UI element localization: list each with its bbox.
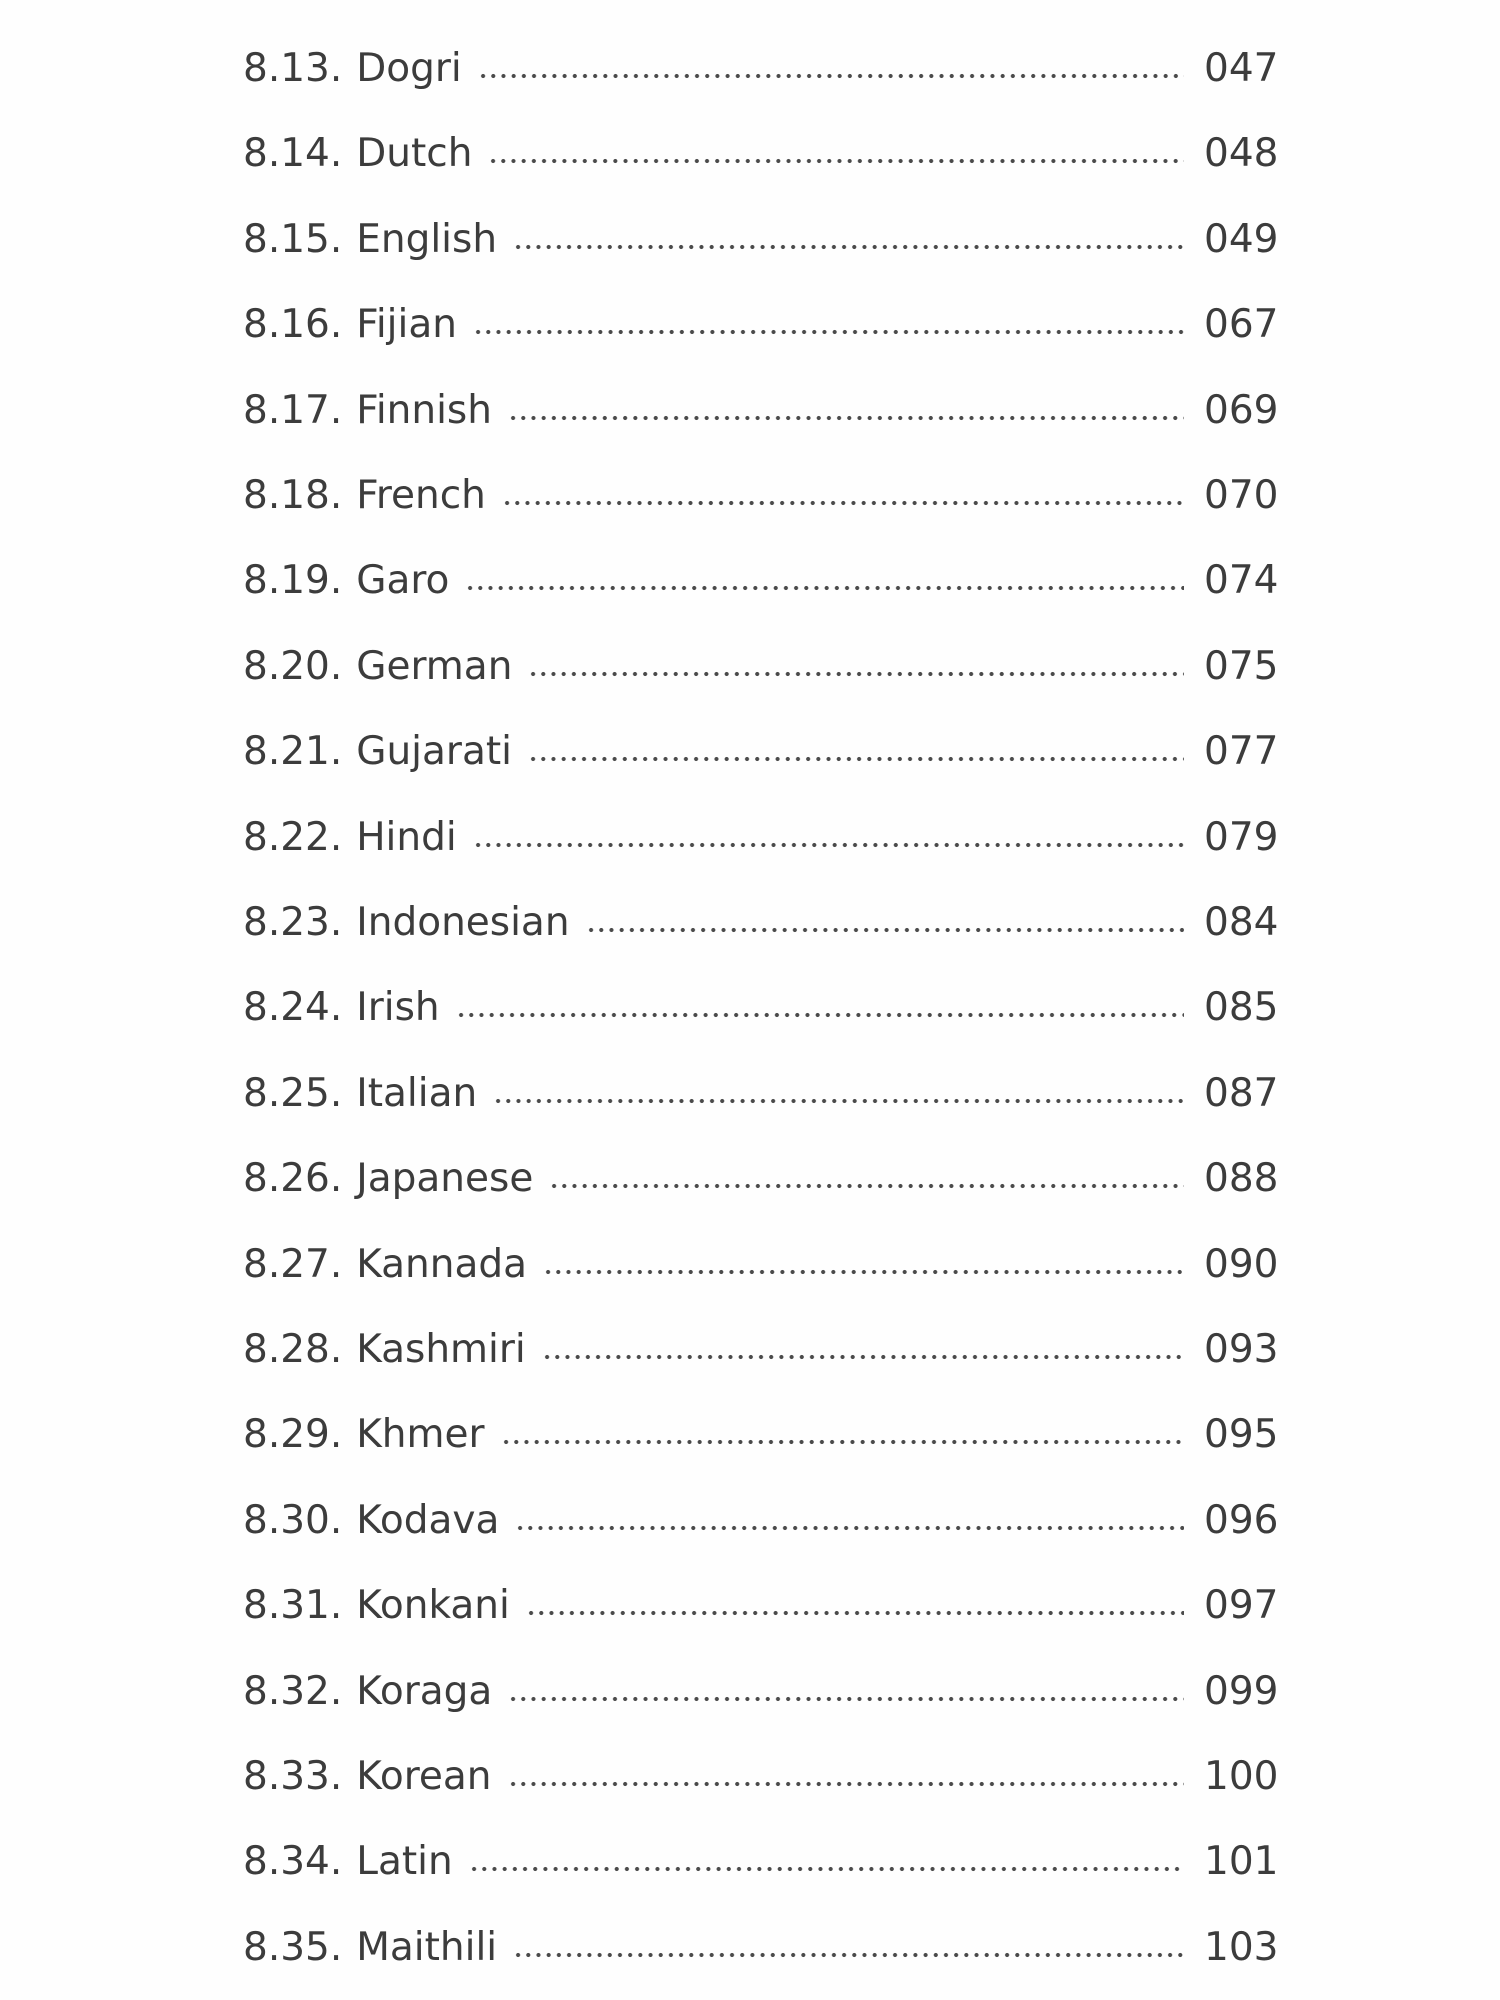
- toc-entry-title: Latin: [356, 1839, 453, 1884]
- toc-entry-number: 8.31.: [243, 1583, 343, 1628]
- toc-entry[interactable]: [243, 1662, 1279, 1722]
- toc-entry-number: 8.15.: [243, 217, 343, 262]
- toc-entry[interactable]: [243, 637, 1279, 697]
- dot-leader: [473, 839, 1184, 851]
- toc-entry-page-number: 100: [1204, 1754, 1279, 1799]
- toc-entry-title: Finnish: [356, 388, 492, 433]
- toc-entry-title: Dogri: [356, 46, 462, 91]
- toc-entry-title: Irish: [356, 985, 440, 1030]
- dot-leader: [488, 155, 1184, 167]
- dot-leader: [513, 1949, 1184, 1961]
- toc-entry[interactable]: [243, 551, 1279, 611]
- toc-entry[interactable]: [243, 722, 1279, 782]
- toc-entry-number: 8.17.: [243, 388, 343, 433]
- toc-entry-number: 8.19.: [243, 558, 343, 603]
- toc-entry-page-number: 075: [1204, 644, 1279, 689]
- dot-leader: [543, 1266, 1184, 1278]
- toc-entry-title: Gujarati: [356, 729, 512, 774]
- toc-entry-title: English: [356, 217, 498, 262]
- dot-leader: [456, 1009, 1184, 1021]
- toc-entry-page-number: 085: [1204, 985, 1279, 1030]
- toc-entry-title: Garo: [356, 558, 450, 603]
- dot-leader: [542, 1351, 1184, 1363]
- toc-entry-page-number: 047: [1204, 46, 1279, 91]
- toc-entry-number: 8.27.: [243, 1242, 343, 1287]
- toc-entry-number: 8.26.: [243, 1156, 343, 1201]
- toc-entry-title: Maithili: [356, 1925, 498, 1970]
- toc-entry-title: Kashmiri: [356, 1327, 526, 1372]
- dot-leader: [473, 326, 1184, 338]
- toc-entry-number: 8.28.: [243, 1327, 343, 1372]
- dot-leader: [469, 1863, 1184, 1875]
- toc-entry-title: French: [356, 473, 486, 518]
- toc-entry-title: Hindi: [356, 815, 457, 860]
- toc-entry-number: 8.24.: [243, 985, 343, 1030]
- toc-entry-number: 8.25.: [243, 1071, 343, 1116]
- toc-entry[interactable]: [243, 1832, 1279, 1892]
- toc-entry[interactable]: [243, 978, 1279, 1038]
- dot-leader: [508, 1778, 1184, 1790]
- toc-entry-title: Indonesian: [356, 900, 570, 945]
- toc-entry-title: Dutch: [356, 131, 473, 176]
- dot-leader: [549, 1180, 1184, 1192]
- toc-entry-number: 8.16.: [243, 302, 343, 347]
- toc-entry-number: 8.32.: [243, 1669, 343, 1714]
- toc-entry-title: Korean: [356, 1754, 492, 1799]
- toc-entry[interactable]: [243, 1149, 1279, 1209]
- toc-entry-page-number: 077: [1204, 729, 1279, 774]
- toc-entry-title: Kodava: [356, 1498, 500, 1543]
- toc-entry-page-number: 070: [1204, 473, 1279, 518]
- toc-entry[interactable]: [243, 893, 1279, 953]
- toc-entry-page-number: 069: [1204, 388, 1279, 433]
- dot-leader: [508, 1693, 1184, 1705]
- toc-entry-page-number: 090: [1204, 1242, 1279, 1287]
- toc-entry[interactable]: [243, 1576, 1279, 1636]
- toc-entry-number: 8.20.: [243, 644, 343, 689]
- toc-entry-page-number: 084: [1204, 900, 1279, 945]
- toc-entry-number: 8.13.: [243, 46, 343, 91]
- toc-entry-page-number: 097: [1204, 1583, 1279, 1628]
- dot-leader: [586, 924, 1184, 936]
- toc-entry[interactable]: [243, 1747, 1279, 1807]
- toc-entry[interactable]: [243, 808, 1279, 868]
- dot-leader: [528, 668, 1184, 680]
- dot-leader: [501, 1436, 1184, 1448]
- toc-entry-number: 8.33.: [243, 1754, 343, 1799]
- toc-entry[interactable]: [243, 1918, 1279, 1978]
- toc-entry-title: Fijian: [356, 302, 457, 347]
- toc-entry-page-number: 096: [1204, 1498, 1279, 1543]
- toc-entry-number: 8.29.: [243, 1412, 343, 1457]
- dot-leader: [478, 70, 1184, 82]
- toc-entry-number: 8.34.: [243, 1839, 343, 1884]
- toc-entry-number: 8.14.: [243, 131, 343, 176]
- toc-entry-title: Kannada: [356, 1242, 528, 1287]
- toc-entry[interactable]: [243, 295, 1279, 355]
- toc-entry-page-number: 079: [1204, 815, 1279, 860]
- toc-entry[interactable]: [243, 124, 1279, 184]
- dot-leader: [508, 412, 1184, 424]
- toc-entry[interactable]: [243, 466, 1279, 526]
- toc-entry-page-number: 101: [1204, 1839, 1279, 1884]
- dot-leader: [502, 497, 1184, 509]
- toc-entry-title: Koraga: [356, 1669, 493, 1714]
- toc-entry-title: Japanese: [356, 1156, 534, 1201]
- dot-leader: [493, 1095, 1184, 1107]
- toc-entry-page-number: 067: [1204, 302, 1279, 347]
- dot-leader: [526, 1607, 1184, 1619]
- toc-entry-page-number: 088: [1204, 1156, 1279, 1201]
- toc-entry-number: 8.18.: [243, 473, 343, 518]
- toc-entry-title: Italian: [356, 1071, 478, 1116]
- toc-entry-page-number: 099: [1204, 1669, 1279, 1714]
- toc-entry-number: 8.23.: [243, 900, 343, 945]
- toc-entry-page-number: 074: [1204, 558, 1279, 603]
- toc-entry-title: German: [356, 644, 513, 689]
- dot-leader: [465, 582, 1184, 594]
- toc-entry-number: 8.30.: [243, 1498, 343, 1543]
- toc-entry-number: 8.35.: [243, 1925, 343, 1970]
- toc-entry-page-number: 049: [1204, 217, 1279, 262]
- toc-entry[interactable]: [243, 1405, 1279, 1465]
- dot-leader: [528, 753, 1184, 765]
- toc-entry-page-number: 103: [1204, 1925, 1279, 1970]
- toc-entry-title: Khmer: [356, 1412, 485, 1457]
- toc-entry[interactable]: [243, 39, 1279, 99]
- toc-entry[interactable]: [243, 210, 1279, 270]
- toc-entry-page-number: 093: [1204, 1327, 1279, 1372]
- dot-leader: [513, 241, 1184, 253]
- toc-entry[interactable]: [243, 1064, 1279, 1124]
- toc-entry-page-number: 087: [1204, 1071, 1279, 1116]
- toc-entry[interactable]: [243, 1491, 1279, 1551]
- toc-entry-title: Konkani: [356, 1583, 510, 1628]
- toc-entry-page-number: 095: [1204, 1412, 1279, 1457]
- dot-leader: [515, 1522, 1184, 1534]
- toc-entry-number: 8.22.: [243, 815, 343, 860]
- toc-entry[interactable]: [243, 1235, 1279, 1295]
- toc-entry-number: 8.21.: [243, 729, 343, 774]
- toc-entry[interactable]: [243, 381, 1279, 441]
- toc-entry[interactable]: [243, 1320, 1279, 1380]
- toc-entry-page-number: 048: [1204, 131, 1279, 176]
